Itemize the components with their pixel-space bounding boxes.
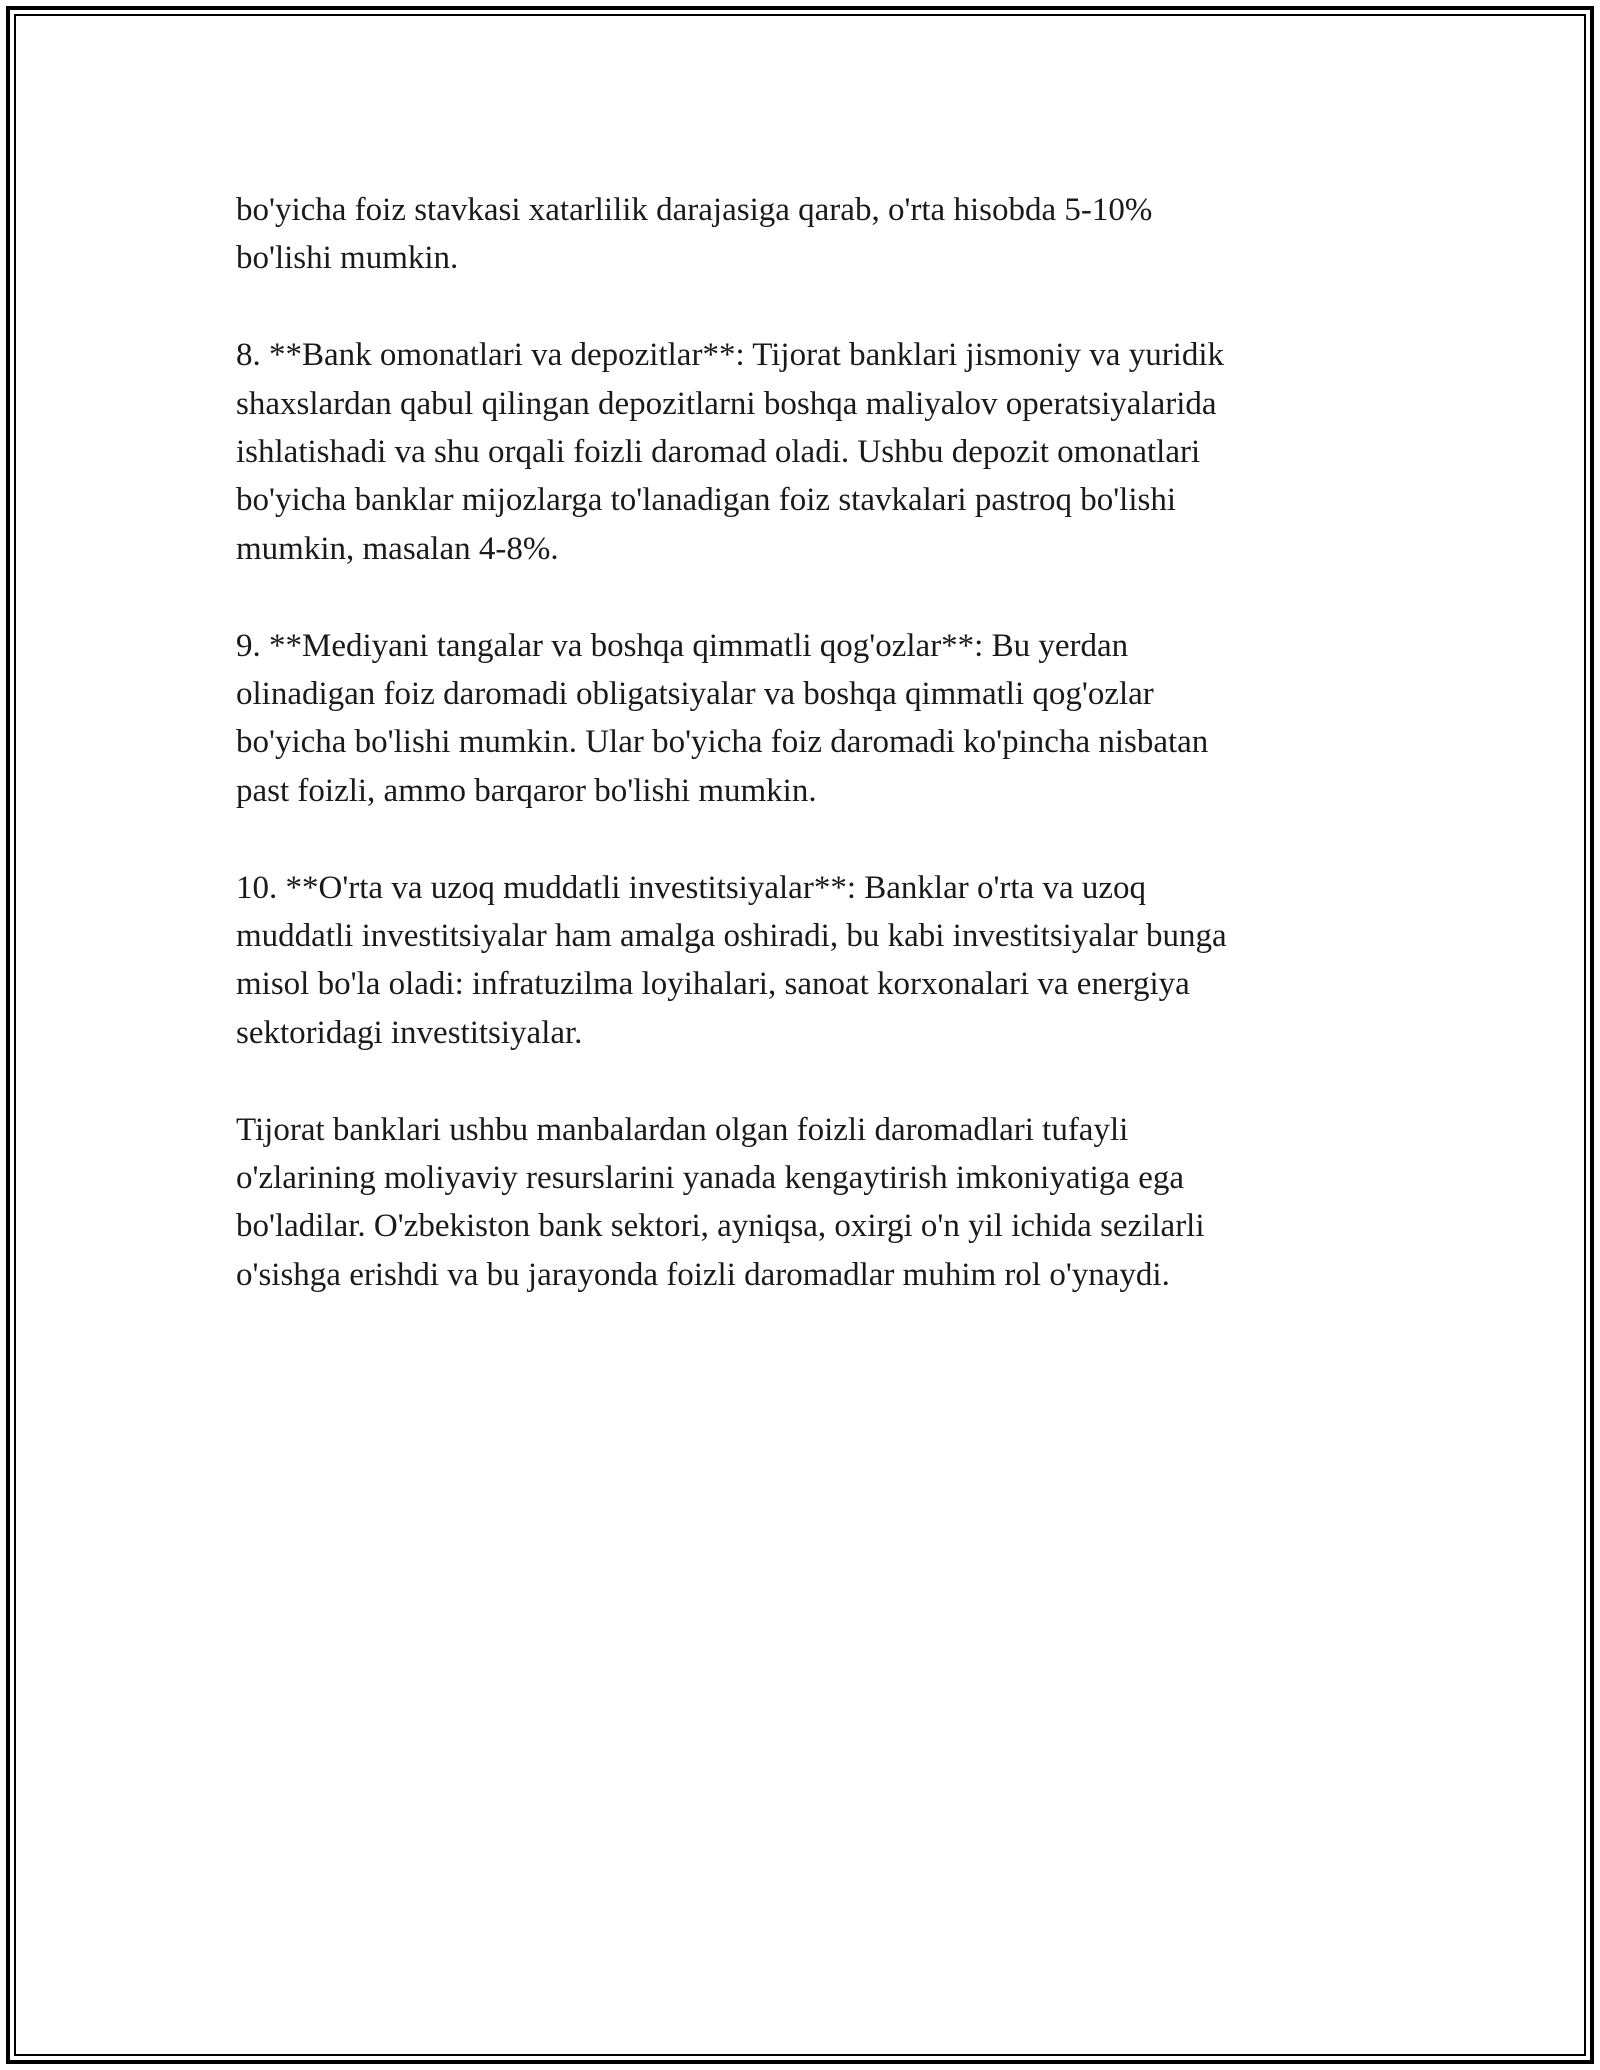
text-line: o'sishga erishdi va bu jarayonda foizli daromadlar muhim rol o'ynaydi. <box>236 1256 1170 1293</box>
text-line: bo'yicha banklar mijozlarga to'lanadigan foiz stavkalari pastroq bo'lishi <box>236 482 1177 519</box>
text-line: o'zlarining moliyaviy resurslarini yanada kengaytirish imkoniyatiga ega <box>236 1160 1185 1197</box>
text-line: misol bo'la oladi: infratuzilma loyihalari, sanoat korxonalari va energiya <box>236 966 1190 1003</box>
text-line: bo'ladilar. O'zbekiston bank sektori, ayniqsa, oxirgi o'n yil ichida sezilarli <box>236 1208 1205 1245</box>
text-line: bo'yicha foiz stavkasi xatarlilik darajasiga qarab, o'rta hisobda 5-10% <box>236 192 1153 228</box>
paragraph-item-10-investments <box>236 864 1366 1058</box>
text-line: Tijorat banklari ushbu manbalardan olgan foizli daromadlari tufayli <box>236 1111 1129 1148</box>
text-line: past foizli, ammo barqaror bo'lishi mumkin. <box>236 772 817 809</box>
text-line: olinadigan foiz daromadi obligatsiyalar va boshqa qimmatli qog'ozlar <box>236 676 1154 713</box>
text-line: 8. **Bank omonatlari va depozitlar**: Tijorat banklari jismoniy va yuridik <box>236 337 1225 374</box>
text-line: ishlatishadi va shu orqali foizli daromad oladi. Ushbu depozit omonatlari <box>236 434 1201 471</box>
paragraph-continuation <box>236 186 1366 283</box>
text-line: mumkin, masalan 4-8%. <box>236 530 559 567</box>
paragraph-conclusion <box>236 1106 1366 1300</box>
text-line: muddatli investitsiyalar ham amalga oshiradi, bu kabi investitsiyalar bunga <box>236 918 1227 955</box>
document-body <box>236 186 1366 1299</box>
paragraph-item-9-securities <box>236 622 1366 816</box>
text-line: sektoridagi investitsiyalar. <box>236 1014 583 1051</box>
text-line: bo'lishi mumkin. <box>236 240 459 277</box>
text-line: bo'yicha bo'lishi mumkin. Ular bo'yicha foiz daromadi ko'pincha nisbatan <box>236 724 1209 761</box>
text-line: shaxslardan qabul qilingan depozitlarni boshqa maliyalov operatsiyalarida <box>236 385 1217 422</box>
text-line: 9. **Mediyani tangalar va boshqa qimmatli qog'ozlar**: Bu yerdan <box>236 627 1129 664</box>
text-line: 10. **O'rta va uzoq muddatli investitsiyalar**: Banklar o'rta va uzoq <box>236 869 1146 906</box>
paragraph-item-8-bank-deposits <box>236 331 1366 573</box>
